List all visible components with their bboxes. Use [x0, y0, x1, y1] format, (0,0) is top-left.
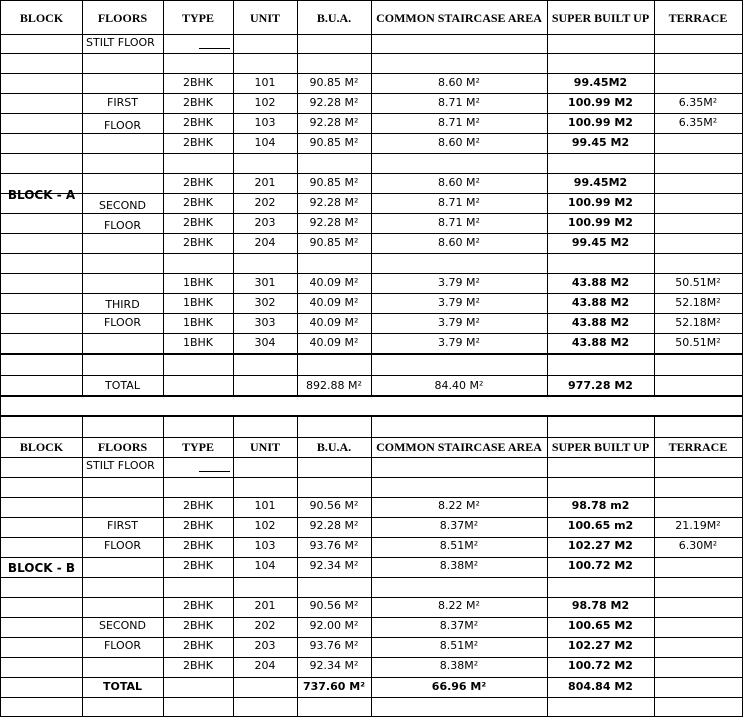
floor-label: SECOND: [99, 199, 146, 212]
total-super-built-up: 977.28 M2: [568, 379, 633, 392]
total-label: TOTAL: [102, 680, 143, 693]
type-cell: 2BHK: [182, 96, 214, 109]
super-built-up-cell: 102.27 M2: [568, 639, 633, 652]
bua-cell: 92.28 M²: [309, 116, 359, 129]
bua-cell: 90.56 M²: [309, 599, 359, 612]
column-header: COMMON STAIRCASE AREA: [376, 440, 542, 454]
type-cell: 2BHK: [182, 639, 214, 652]
unit-cell: 301: [254, 276, 276, 289]
stilt-underline: [199, 471, 230, 472]
total-label: TOTAL: [105, 379, 140, 392]
super-built-up-cell: 98.78 M2: [571, 599, 630, 612]
super-built-up-cell: 43.88 M2: [571, 296, 630, 309]
super-built-up-cell: 99.45 M2: [571, 236, 630, 249]
stilt-floor-label: STILT FLOOR: [86, 36, 155, 49]
bua-cell: 92.00 M²: [309, 619, 359, 632]
type-cell: 1BHK: [182, 316, 214, 329]
staircase-area-cell: 8.51M²: [439, 539, 479, 552]
staircase-area-cell: 8.22 M²: [438, 599, 480, 612]
super-built-up-cell: 98.78 m2: [571, 499, 630, 512]
total-staircase-area: 66.96 M²: [431, 680, 487, 693]
staircase-area-cell: 8.60 M²: [438, 136, 480, 149]
unit-cell: 103: [254, 539, 276, 552]
unit-cell: 102: [254, 519, 276, 532]
super-built-up-cell: 100.99 M2: [568, 116, 633, 129]
type-cell: 2BHK: [182, 76, 214, 89]
staircase-area-cell: 3.79 M²: [438, 336, 480, 349]
terrace-cell: 6.35M²: [678, 116, 718, 129]
type-cell: 1BHK: [182, 336, 214, 349]
unit-cell: 203: [254, 216, 276, 229]
staircase-area-cell: 8.60 M²: [438, 76, 480, 89]
super-built-up-cell: 100.72 M2: [568, 559, 633, 572]
type-cell: 2BHK: [182, 216, 214, 229]
type-cell: 2BHK: [182, 236, 214, 249]
type-cell: 1BHK: [182, 296, 214, 309]
bua-cell: 90.85 M²: [309, 236, 359, 249]
super-built-up-cell: 43.88 M2: [571, 316, 630, 329]
staircase-area-cell: 8.38M²: [439, 659, 479, 672]
bua-cell: 40.09 M²: [309, 316, 359, 329]
super-built-up-cell: 100.99 M2: [568, 196, 633, 209]
terrace-cell: 52.18M²: [675, 316, 721, 329]
type-cell: 1BHK: [182, 276, 214, 289]
column-header: COMMON STAIRCASE AREA: [376, 11, 542, 25]
unit-cell: 104: [254, 136, 276, 149]
bua-cell: 40.09 M²: [309, 336, 359, 349]
type-cell: 2BHK: [182, 196, 214, 209]
staircase-area-cell: 8.51M²: [439, 639, 479, 652]
super-built-up-cell: 100.99 M2: [568, 216, 633, 229]
staircase-area-cell: 8.71 M²: [438, 96, 480, 109]
column-header: FLOORS: [97, 440, 148, 454]
bua-cell: 40.09 M²: [309, 276, 359, 289]
bua-cell: 40.09 M²: [309, 296, 359, 309]
type-cell: 2BHK: [182, 539, 214, 552]
total-staircase-area: 84.40 M²: [434, 379, 484, 392]
bua-cell: 93.76 M²: [309, 639, 359, 652]
unit-cell: 304: [254, 336, 276, 349]
column-rule: [82, 1, 83, 395]
column-header: SUPER BUILT UP: [551, 440, 650, 454]
floor-label: FIRST: [107, 519, 138, 532]
block-name: BLOCK - A: [7, 188, 76, 202]
staircase-area-cell: 3.79 M²: [438, 316, 480, 329]
total-bua: 892.88 M²: [306, 379, 362, 392]
column-header: TYPE: [181, 440, 214, 454]
staircase-area-cell: 3.79 M²: [438, 296, 480, 309]
type-cell: 2BHK: [182, 499, 214, 512]
stilt-underline: [199, 48, 230, 49]
unit-cell: 201: [254, 176, 276, 189]
unit-cell: 101: [254, 499, 276, 512]
super-built-up-cell: 100.65 m2: [567, 519, 634, 532]
floor-label: SECOND: [99, 619, 146, 632]
unit-cell: 202: [254, 196, 276, 209]
floor-label: FIRST: [107, 96, 138, 109]
unit-cell: 204: [254, 236, 276, 249]
super-built-up-cell: 100.99 M2: [568, 96, 633, 109]
super-built-up-cell: 99.45 M2: [571, 136, 630, 149]
unit-cell: 103: [254, 116, 276, 129]
column-header: BLOCK: [19, 440, 64, 454]
unit-cell: 203: [254, 639, 276, 652]
stilt-floor-label: STILT FLOOR: [86, 459, 155, 472]
bua-cell: 92.34 M²: [309, 659, 359, 672]
super-built-up-cell: 100.72 M2: [568, 659, 633, 672]
staircase-area-cell: 8.60 M²: [438, 236, 480, 249]
super-built-up-cell: 43.88 M2: [571, 336, 630, 349]
unit-cell: 202: [254, 619, 276, 632]
staircase-area-cell: 8.37M²: [439, 619, 479, 632]
bua-cell: 92.28 M²: [309, 96, 359, 109]
type-cell: 2BHK: [182, 136, 214, 149]
unit-cell: 104: [254, 559, 276, 572]
super-built-up-cell: 99.45M2: [573, 76, 628, 89]
staircase-area-cell: 8.71 M²: [438, 196, 480, 209]
total-bua: 737.60 M²: [302, 680, 366, 693]
super-built-up-cell: 43.88 M2: [571, 276, 630, 289]
bua-cell: 90.56 M²: [309, 499, 359, 512]
type-cell: 2BHK: [182, 619, 214, 632]
unit-cell: 102: [254, 96, 276, 109]
staircase-area-cell: 3.79 M²: [438, 276, 480, 289]
total-super-built-up: 804.84 M2: [568, 680, 633, 693]
bua-cell: 93.76 M²: [309, 539, 359, 552]
block-name: BLOCK - B: [7, 561, 76, 575]
unit-cell: 201: [254, 599, 276, 612]
terrace-cell: 52.18M²: [675, 296, 721, 309]
floor-label: THIRD: [105, 298, 140, 311]
terrace-cell: 21.19M²: [675, 519, 721, 532]
bua-cell: 90.85 M²: [309, 76, 359, 89]
column-rule: [654, 417, 655, 716]
column-header: TERRACE: [668, 440, 728, 454]
super-built-up-cell: 100.65 M2: [568, 619, 633, 632]
unit-cell: 204: [254, 659, 276, 672]
floor-label: FLOOR: [103, 219, 142, 232]
column-header: UNIT: [249, 11, 280, 25]
bua-cell: 90.85 M²: [309, 176, 359, 189]
staircase-area-cell: 8.38M²: [439, 559, 479, 572]
super-built-up-cell: 99.45M2: [573, 176, 628, 189]
column-header: B.U.A.: [316, 440, 352, 454]
bua-cell: 92.28 M²: [309, 216, 359, 229]
floor-label: FLOOR: [103, 119, 142, 132]
staircase-area-cell: 8.22 M²: [438, 499, 480, 512]
bua-cell: 92.34 M²: [309, 559, 359, 572]
staircase-area-cell: 8.37M²: [439, 519, 479, 532]
staircase-area-cell: 8.71 M²: [438, 116, 480, 129]
column-header: TYPE: [181, 11, 214, 25]
table-rule: [1, 395, 742, 397]
staircase-area-cell: 8.60 M²: [438, 176, 480, 189]
column-header: B.U.A.: [316, 11, 352, 25]
type-cell: 2BHK: [182, 519, 214, 532]
unit-cell: 101: [254, 76, 276, 89]
type-cell: 2BHK: [182, 176, 214, 189]
bua-cell: 92.28 M²: [309, 196, 359, 209]
column-header: FLOORS: [97, 11, 148, 25]
type-cell: 2BHK: [182, 116, 214, 129]
column-header: UNIT: [249, 440, 280, 454]
floor-label: FLOOR: [103, 639, 142, 652]
terrace-cell: 6.35M²: [678, 96, 718, 109]
super-built-up-cell: 102.27 M2: [568, 539, 633, 552]
column-header: TERRACE: [668, 11, 728, 25]
terrace-cell: 6.30M²: [678, 539, 718, 552]
column-header: BLOCK: [19, 11, 64, 25]
terrace-cell: 50.51M²: [675, 336, 721, 349]
unit-cell: 303: [254, 316, 276, 329]
floor-label: FLOOR: [103, 539, 142, 552]
floor-label: FLOOR: [103, 316, 142, 329]
unit-cell: 302: [254, 296, 276, 309]
terrace-cell: 50.51M²: [675, 276, 721, 289]
type-cell: 2BHK: [182, 659, 214, 672]
bua-cell: 90.85 M²: [309, 136, 359, 149]
type-cell: 2BHK: [182, 559, 214, 572]
column-header: SUPER BUILT UP: [551, 11, 650, 25]
bua-cell: 92.28 M²: [309, 519, 359, 532]
staircase-area-cell: 8.71 M²: [438, 216, 480, 229]
type-cell: 2BHK: [182, 599, 214, 612]
column-rule: [82, 417, 83, 716]
